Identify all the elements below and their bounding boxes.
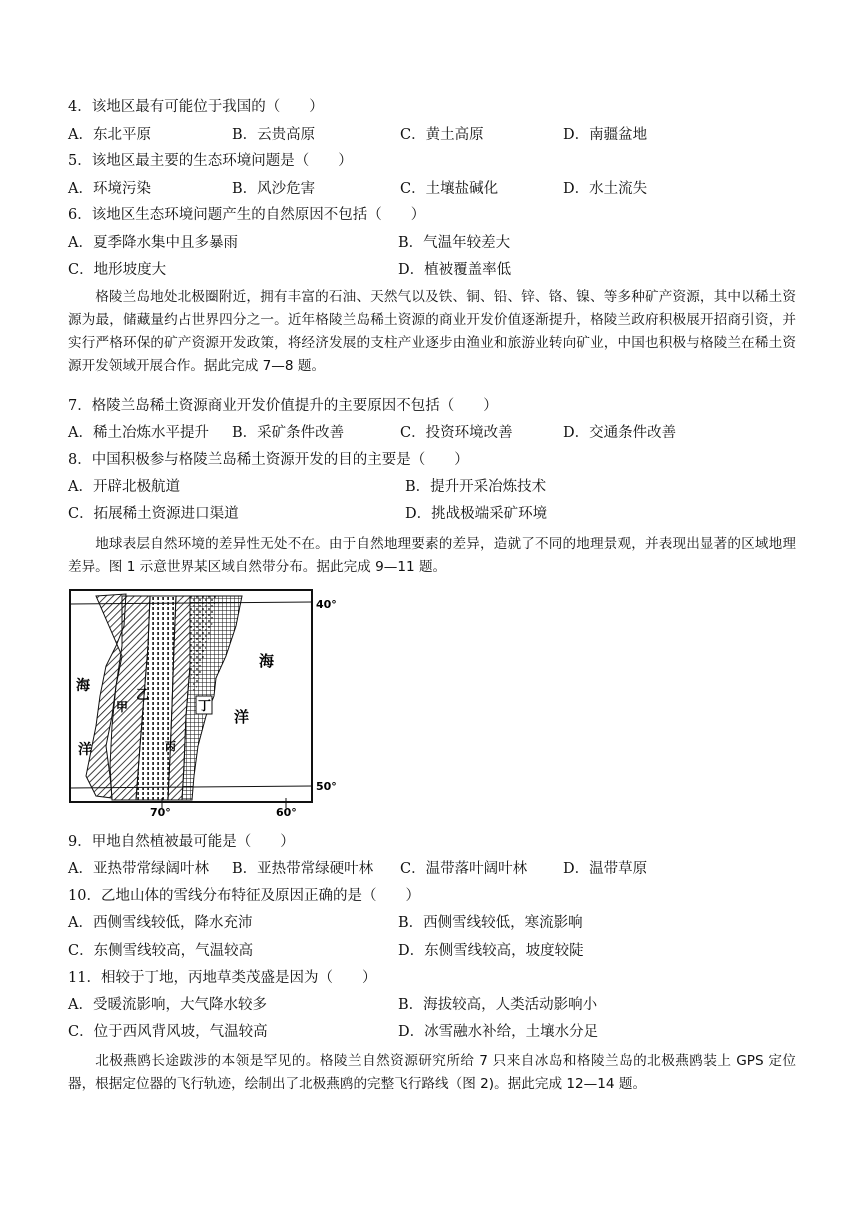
q10-stem: 10．乙地山体的雪线分布特征及原因正确的是（ ） [68, 888, 420, 904]
q6-option-a: A．夏季降水集中且多暴雨 [68, 235, 238, 251]
q5-stem: 5．该地区最主要的生态环境问题是（ ） [68, 153, 353, 169]
q11-stem: 11．相较于丁地，丙地草类茂盛是因为（ ） [68, 970, 377, 986]
ding-label: 丁 [198, 699, 212, 714]
q11-option-a: A．受暖流影响，大气降水较多 [68, 997, 267, 1013]
q7-option-b: B．采矿条件改善 [232, 425, 345, 441]
ocean-east-label-2: 洋 [234, 708, 250, 726]
q11-option-d: D．冰雪融水补给，土壤水分足 [398, 1024, 599, 1040]
lon-right-label: 60° [276, 806, 297, 816]
q9-option-d: D．温带草原 [563, 861, 648, 877]
lon-left-label: 70° [150, 806, 171, 816]
lat-top-label: 40° [316, 598, 337, 611]
passage-greenland: 格陵兰岛地处北极圈附近，拥有丰富的石油、天然气以及铁、铜、铅、锌、铬、镍、等多种矿产资源，其中以稀土资源为最，储藏量约占世界四分之一。近年格陵兰岛稀土资源的商业开发价值逐渐提升，格陵兰政府积极展开招商引资，并实行严格环保的矿产资源开发政策，将经济发展的支柱产业逐步由渔业和旅游业转向矿业，中国也积极与格陵兰在稀土资源开发领域开展合作。据此完成 7—8 题。 [68, 289, 796, 374]
q5-option-b: B．风沙危害 [232, 181, 316, 197]
q6-stem: 6．该地区生态环境问题产生的自然原因不包括（ ） [68, 207, 426, 223]
yi-label: 乙 [136, 688, 150, 703]
passage-arctic-tern: 北极燕鸥长途跋涉的本领是罕见的。格陵兰自然资源研究所给 7 只来自冰岛和格陵兰岛的北极燕鸥装上 GPS 定位器，根据定位器的飞行轨迹，绘制出了北极燕鸥的完整飞行路线（图 2)。据此完成 12—14 题。 [68, 1053, 796, 1092]
q6-option-d: D．植被覆盖率低 [398, 262, 512, 278]
q9-option-c: C．温带落叶阔叶林 [400, 861, 528, 877]
q7-option-d: D．交通条件改善 [563, 425, 677, 441]
q6-option-c: C．地形坡度大 [68, 262, 167, 278]
q7-option-a: A．稀土冶炼水平提升 [68, 425, 209, 441]
q10-option-c: C．东侧雪线较高，气温较高 [68, 943, 254, 959]
ocean-west-label-2: 洋 [78, 742, 92, 758]
q9-option-b: B．亚热带常绿硬叶林 [232, 861, 374, 877]
q5-option-a: A．环境污染 [68, 181, 151, 197]
q5-option-c: C．土壤盐碱化 [400, 181, 499, 197]
q5-option-d: D．水土流失 [563, 181, 648, 197]
jia-label: 甲 [116, 700, 129, 714]
q4-option-a: A．东北平原 [68, 127, 151, 143]
lat-bottom-label: 50° [316, 780, 337, 793]
ocean-west-label-1: 海 [76, 678, 90, 694]
q9-stem: 9．甲地自然植被最可能是（ ） [68, 834, 295, 850]
q4-option-b: B．云贵高原 [232, 127, 316, 143]
q4-option-c: C．黄土高原 [400, 127, 484, 143]
q10-option-b: B．西侧雪线较低，寒流影响 [398, 915, 583, 931]
q4-stem: 4．该地区最有可能位于我国的（ ） [68, 99, 324, 115]
passage-natural-zones: 地球表层自然环境的差异性无处不在。由于自然地理要素的差异，造就了不同的地理景观，并表现出显著的区域地理差异。图 1 示意世界某区域自然带分布。据此完成 9—11 题。 [68, 536, 796, 575]
q8-option-a: A．开辟北极航道 [68, 479, 180, 495]
ocean-east-label-1: 海 [259, 652, 275, 670]
q11-option-b: B．海拔较高，人类活动影响小 [398, 997, 598, 1013]
q7-stem: 7．格陵兰岛稀土资源商业开发价值提升的主要原因不包括（ ） [68, 398, 498, 414]
q9-option-a: A．亚热带常绿阔叶林 [68, 861, 209, 877]
q6-option-b: B．气温年较差大 [398, 235, 511, 251]
natural-zone-map [66, 586, 356, 816]
bing-label: 丙 [165, 740, 176, 753]
q8-option-c: C．拓展稀土资源进口渠道 [68, 506, 239, 522]
q8-option-d: D．挑战极端采矿环境 [405, 506, 548, 522]
q10-option-d: D．东侧雪线较高，坡度较陡 [398, 943, 584, 959]
q8-option-b: B．提升开采冶炼技术 [405, 479, 547, 495]
q11-option-c: C．位于西风背风坡，气温较高 [68, 1024, 268, 1040]
q7-option-c: C．投资环境改善 [400, 425, 513, 441]
q4-option-d: D．南疆盆地 [563, 127, 648, 143]
q8-stem: 8．中国积极参与格陵兰岛稀土资源开发的目的主要是（ ） [68, 452, 469, 468]
q10-option-a: A．西侧雪线较低，降水充沛 [68, 915, 253, 931]
